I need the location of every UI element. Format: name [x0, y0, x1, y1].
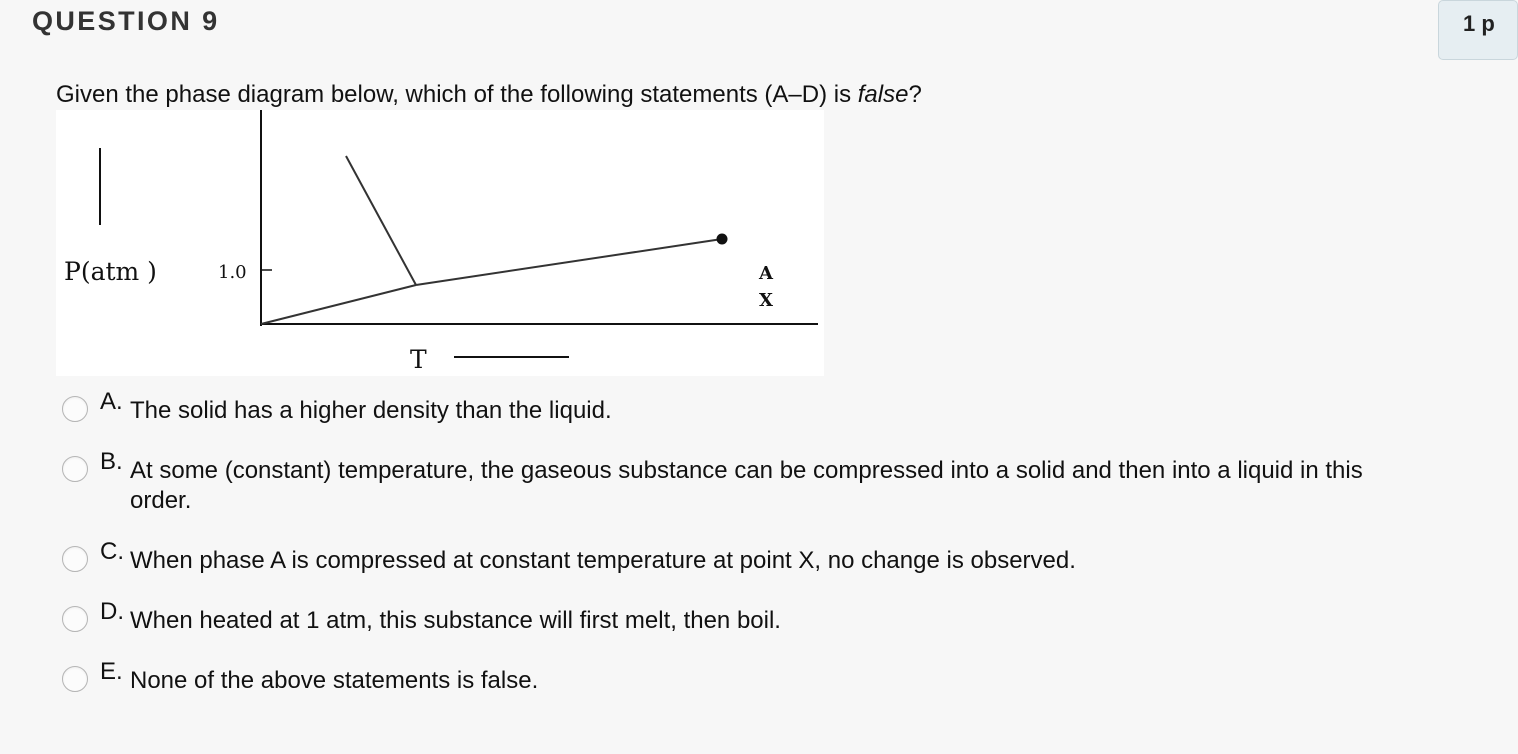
option-b-text: At some (constant) temperature, the gaseous substance can be compressed into a solid and then into a liquid in this order.	[130, 457, 1363, 514]
prompt-text: Given the phase diagram below, which of the following statements (A–D) is	[56, 81, 858, 108]
option-a-letter: A.	[100, 388, 123, 415]
y-axis-label: P(atm )	[64, 257, 157, 286]
vaporization-curve	[416, 239, 722, 285]
option-d-letter: D.	[100, 598, 124, 625]
sublimation-curve	[261, 285, 416, 324]
prompt-end: ?	[908, 81, 922, 108]
point-label-a: A	[759, 263, 773, 284]
phase-diagram	[56, 110, 824, 376]
option-b-letter: B.	[100, 448, 123, 475]
option-e-letter: E.	[100, 658, 123, 685]
question-header: QUESTION 9	[32, 6, 220, 36]
option-c-letter: C.	[100, 538, 124, 565]
points-badge: 1 p	[1438, 0, 1518, 60]
point-label-x: X	[759, 290, 773, 311]
question-prompt	[56, 81, 922, 109]
option-c-text: When phase A is compressed at constant temperature at point X, no change is observed.	[130, 547, 1076, 574]
critical-point	[717, 234, 728, 245]
option-e-radio[interactable]	[62, 666, 88, 692]
option-a-radio[interactable]	[62, 396, 88, 422]
option-e-text: None of the above statements is false.	[130, 667, 539, 694]
melting-curve	[346, 156, 416, 285]
option-c-radio[interactable]	[62, 546, 88, 572]
prompt-emphasis: false	[857, 81, 909, 108]
option-b-radio[interactable]	[62, 456, 88, 482]
option-d-text: When heated at 1 atm, this substance will first melt, then boil.	[130, 607, 781, 634]
option-d-radio[interactable]	[62, 606, 88, 632]
option-a-text: The solid has a higher density than the liquid.	[130, 397, 612, 424]
y-tick-label: 1.0	[218, 262, 247, 283]
x-axis-label: T	[410, 345, 427, 374]
phase-diagram-svg	[56, 110, 824, 376]
